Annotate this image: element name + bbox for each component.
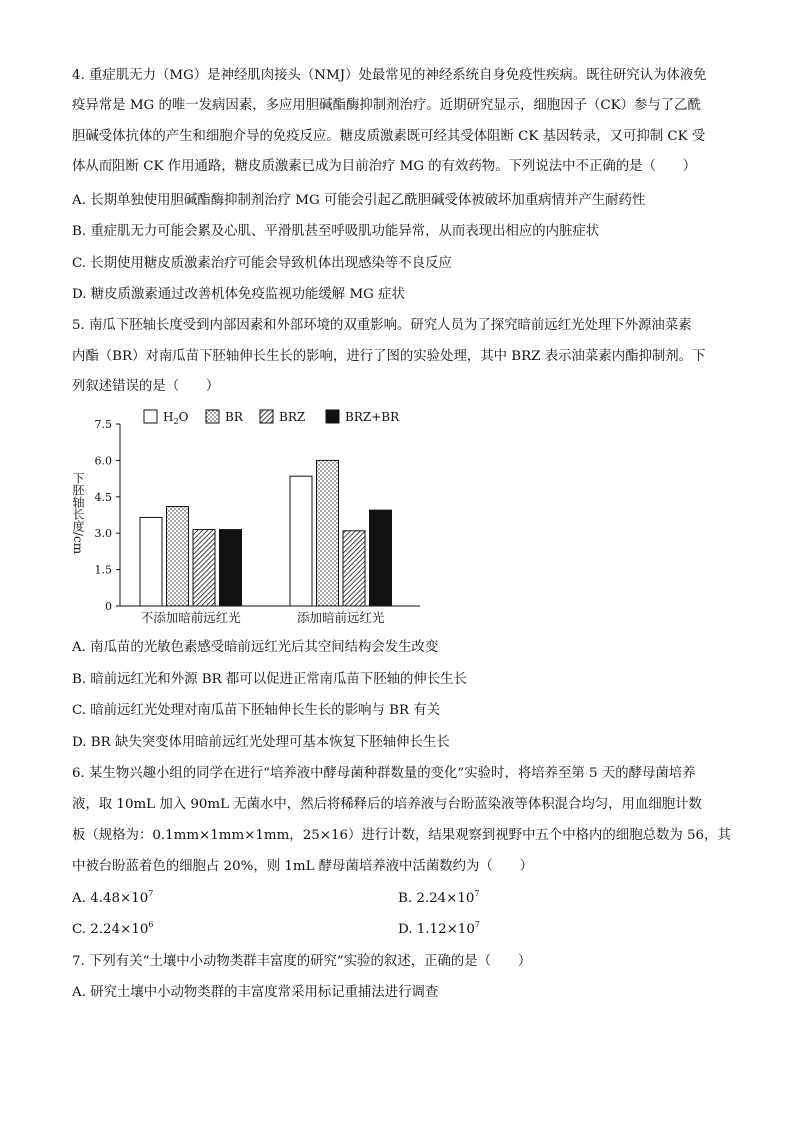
question-5-stem-line: 5. 南瓜下胚轴长度受到内部因素和外部环境的双重影响。研究人员为了探究暗前远红光处理下外源油菜素 [72, 318, 692, 333]
bar [317, 460, 339, 606]
bar [193, 530, 215, 606]
legend-swatch [326, 410, 339, 423]
y-tick-label: 4.5 [94, 490, 112, 504]
bar [167, 507, 189, 606]
question-4-stem-line: 疫异常是 MG 的唯一发病因素，多应用胆碱酯酶抑制剂治疗。近期研究显示，细胞因子（CK）参与了乙酰 [72, 98, 701, 113]
question-6-option-c: C. $2.24\times 10^6$ [72, 920, 154, 937]
legend-swatch [206, 410, 219, 423]
question-6-option-d: D. $1.12\times 10^7$ [398, 920, 480, 937]
question-5-stem-line: 内酯（BR）对南瓜苗下胚轴伸长生长的影响，进行了图的实验处理，其中 BRZ 表示油菜素内酯抑制剂。下 [72, 349, 706, 364]
y-axis-label: 下胚轴长度/cm [71, 472, 85, 555]
question-6-stem-line: 中被台盼蓝着色的细胞占 20%，则 1mL 酵母菌培养液中活菌数约为（ ） [72, 859, 533, 874]
x-category-label: 添加暗前远红光 [296, 610, 385, 625]
legend-label: $H_2O$ [163, 410, 189, 426]
legend-label: BR [225, 410, 243, 424]
question-5-option-c: C. 暗前远红光处理对南瓜苗下胚轴伸长生长的影响与 BR 有关 [72, 703, 441, 718]
question-5-stem-line: 列叙述错误的是（ ） [72, 379, 220, 394]
legend-label: BRZ [279, 410, 306, 424]
chart-bars [140, 460, 392, 625]
y-tick-label: 3.0 [94, 527, 112, 541]
y-tick-label: 6.0 [94, 454, 112, 468]
bar [290, 476, 312, 606]
question-4-stem-line: 4. 重症肌无力（MG）是神经肌肉接头（NMJ）处最常见的神经系统自身免疫性疾病。既往研究认为体液免 [72, 68, 707, 83]
legend-swatch [260, 410, 273, 423]
bar [343, 531, 365, 606]
bar [220, 530, 242, 606]
legend-label: BRZ+BR [345, 410, 400, 424]
question-6-option-a: A. $4.48\times 10^7$ [72, 889, 154, 906]
question-7-stem-line: 7. 下列有关“土壤中小动物类群丰富度的研究”实验的叙述，正确的是（ ） [72, 954, 532, 969]
question-4-option-c: C. 长期使用糖皮质激素治疗可能会导致机体出现感染等不良反应 [72, 256, 452, 271]
question-6-option-b: B. $2.24\times 10^7$ [398, 889, 480, 906]
question-4-stem-line: 体从而阻断 CK 作用通路，糖皮质激素已成为目前治疗 MG 的有效药物。下列说法中不正确的是（ ） [72, 159, 697, 174]
question-6-stem-line: 6. 某生物兴趣小组的同学在进行“培养液中酵母菌种群数量的变化”实验时，将培养至第 5 天的酵母菌培养 [72, 766, 696, 781]
question-5-option-b: B. 暗前远红光和外源 BR 都可以促进正常南瓜苗下胚轴的伸长生长 [72, 672, 467, 687]
question-6-stem-line: 板（规格为：0.1mm×1mm×1mm，25×16）进行计数，结果观察到视野中五个中格内的细胞总数为 56，其 [72, 828, 731, 843]
question-4-option-b: B. 重症肌无力可能会累及心肌、平滑肌甚至呼吸肌功能异常，从而表现出相应的内脏症状 [72, 224, 600, 239]
question-4-option-a: A. 长期单独使用胆碱酯酶抑制剂治疗 MG 可能会引起乙酰胆碱受体被破坏加重病情并产生耐药性 [72, 193, 646, 208]
y-tick-label: 0 [105, 600, 112, 613]
hypocotyl-length-bar-chart [68, 402, 428, 634]
bar [140, 517, 162, 606]
question-5-option-a: A. 南瓜苗的光敏色素感受暗前远红光后其空间结构会发生改变 [72, 640, 439, 655]
x-category-label: 不添加暗前远红光 [140, 610, 241, 625]
question-6-stem-line: 液，取 10mL 加入 90mL 无菌水中，然后将稀释后的培养液与台盼蓝染液等体积混合均匀，用血细胞计数 [72, 797, 702, 812]
y-tick-label: 7.5 [94, 418, 112, 431]
question-4-option-d: D. 糖皮质激素通过改善机体免疫监视功能缓解 MG 症状 [72, 287, 405, 302]
chart-legend [144, 410, 400, 426]
legend-swatch [144, 410, 157, 423]
question-4-stem-line: 胆碱受体抗体的产生和细胞介导的免疫反应。糖皮质激素既可经其受体阻断 CK 基因转录，又可抑制 CK 受 [72, 129, 706, 144]
y-tick-label: 1.5 [94, 563, 112, 577]
question-5-option-d: D. BR 缺失突变体用暗前远红光处理可基本恢复下胚轴伸长生长 [72, 735, 450, 750]
bar [370, 510, 392, 606]
question-7-option-a: A. 研究土壤中小动物类群的丰富度常采用标记重捕法进行调查 [72, 985, 439, 1000]
